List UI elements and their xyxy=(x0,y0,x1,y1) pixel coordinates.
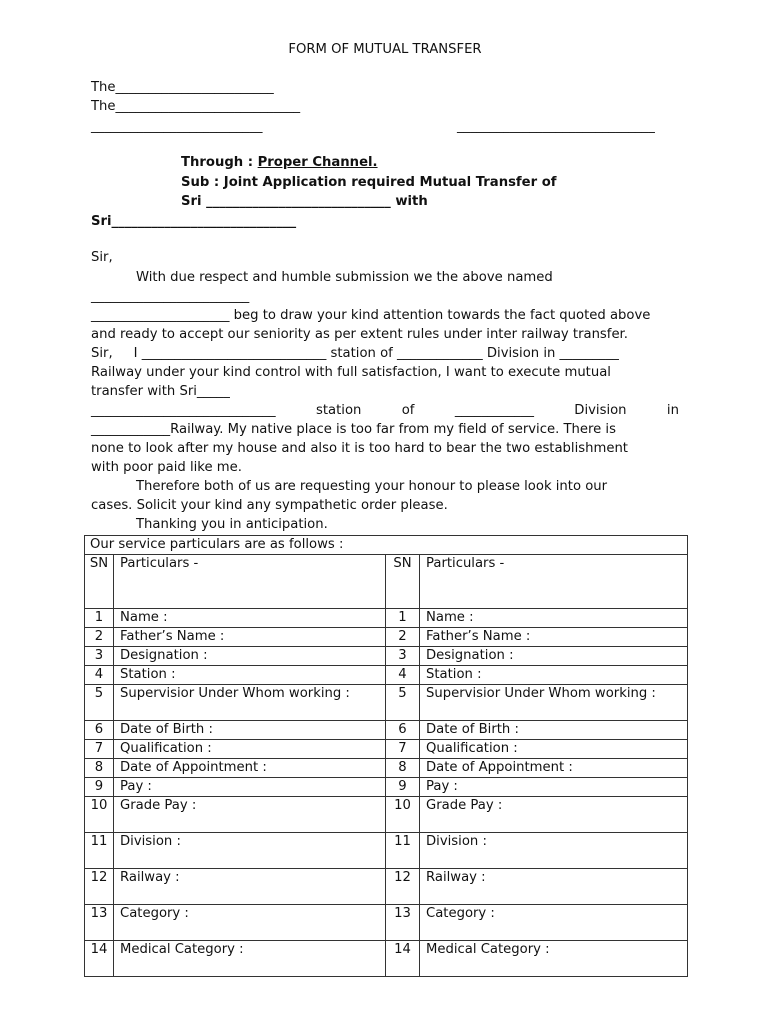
table-row xyxy=(85,609,688,628)
row-sn-right: 8 xyxy=(386,759,420,778)
row-label-left: Qualification : xyxy=(114,740,386,759)
table-row xyxy=(85,759,688,778)
row-label-right: Station : xyxy=(420,666,688,685)
header-sn-left: SN xyxy=(85,555,114,609)
body-p2-line-1: Therefore both of us are requesting your honour to please look into our xyxy=(136,479,608,494)
row-label-right: Grade Pay : xyxy=(420,797,688,833)
body-p3-line-1: Thanking you in anticipation. xyxy=(136,517,328,532)
row-label-left: Category : xyxy=(114,905,386,941)
row-label-right: Name : xyxy=(420,609,688,628)
row-sn-left: 7 xyxy=(85,740,114,759)
body-p1-line-6 xyxy=(91,363,679,382)
table-row xyxy=(85,685,688,721)
row-label-right: Category : xyxy=(420,905,688,941)
row-sn-right: 12 xyxy=(386,869,420,905)
row-label-left: Grade Pay : xyxy=(114,797,386,833)
row-label-left: Designation : xyxy=(114,647,386,666)
body-line-6-text: Railway under your kind control with full satisfaction, I want to execute mutual xyxy=(91,365,611,380)
body-p1-line-8 xyxy=(91,401,679,420)
row-sn-left: 12 xyxy=(85,869,114,905)
body-p1-line-7: transfer with Sri_____ xyxy=(91,384,230,399)
row-label-right: Date of Appointment : xyxy=(420,759,688,778)
body-line-8-part-2: station xyxy=(315,403,362,418)
row-sn-right: 1 xyxy=(386,609,420,628)
row-sn-left: 2 xyxy=(85,628,114,647)
row-sn-right: 11 xyxy=(386,833,420,869)
row-sn-left: 1 xyxy=(85,609,114,628)
row-sn-right: 14 xyxy=(386,941,420,977)
body-p1-line-5: Sir, I ____________________________ station of _____________ Division in _________ xyxy=(91,346,619,361)
table-caption: Our service particulars are as follows : xyxy=(85,536,688,555)
row-label-right: Railway : xyxy=(420,869,688,905)
subject-line-3: Sri____________________________ xyxy=(91,214,297,229)
address-line-1: The________________________ xyxy=(91,80,274,95)
body-p1-line-1: With due respect and humble submission we the above named xyxy=(136,270,553,285)
row-label-right: Pay : xyxy=(420,778,688,797)
row-sn-left: 4 xyxy=(85,666,114,685)
row-sn-left: 10 xyxy=(85,797,114,833)
row-label-right: Supervisior Under Whom working : xyxy=(420,685,688,721)
row-sn-left: 8 xyxy=(85,759,114,778)
row-label-left: Division : xyxy=(114,833,386,869)
row-sn-left: 11 xyxy=(85,833,114,869)
body-p1-line-4: and ready to accept our seniority as per extent rules under inter railway transfer. xyxy=(91,327,628,342)
body-line-8-part-5: Division xyxy=(574,403,627,418)
table-row xyxy=(85,905,688,941)
table-row xyxy=(85,941,688,977)
row-label-left: Railway : xyxy=(114,869,386,905)
row-sn-left: 13 xyxy=(85,905,114,941)
body-p1-line-10: none to look after my house and also it is too hard to bear the two establishment xyxy=(91,441,628,456)
through-value: Proper Channel. xyxy=(257,155,378,170)
row-sn-right: 9 xyxy=(386,778,420,797)
through-prefix: Through : xyxy=(181,155,258,170)
row-sn-right: 5 xyxy=(386,685,420,721)
salutation: Sir, xyxy=(91,250,113,265)
subject-line-1: Sub : Joint Application required Mutual Transfer of xyxy=(181,175,557,190)
row-label-left: Father’s Name : xyxy=(114,628,386,647)
row-label-right: Father’s Name : xyxy=(420,628,688,647)
row-sn-right: 3 xyxy=(386,647,420,666)
row-label-right: Division : xyxy=(420,833,688,869)
body-p1-line-9: ____________Railway. My native place is too far from my field of service. There is xyxy=(91,422,616,437)
table-row xyxy=(85,666,688,685)
body-line-8-part-3: of xyxy=(401,403,415,418)
row-sn-right: 6 xyxy=(386,721,420,740)
table-row xyxy=(85,647,688,666)
header-particulars-right: Particulars - xyxy=(420,555,688,609)
table-row xyxy=(85,869,688,905)
service-particulars-table xyxy=(84,535,688,977)
row-label-left: Supervisior Under Whom working : xyxy=(114,685,386,721)
table-row xyxy=(85,721,688,740)
body-p1-line-3: _____________________ beg to draw your kind attention towards the fact quoted above xyxy=(91,308,651,323)
subject-line-2: Sri ____________________________ with xyxy=(181,194,428,209)
row-sn-right: 10 xyxy=(386,797,420,833)
row-sn-left: 14 xyxy=(85,941,114,977)
table-row xyxy=(85,797,688,833)
table-row xyxy=(85,833,688,869)
body-line-8-part-4: ____________ xyxy=(454,403,534,418)
address-line-2: The____________________________ xyxy=(91,99,301,114)
row-sn-right: 4 xyxy=(386,666,420,685)
body-line-8-part-1: ____________________________ xyxy=(91,403,276,418)
row-sn-left: 6 xyxy=(85,721,114,740)
row-sn-left: 9 xyxy=(85,778,114,797)
table-row xyxy=(85,628,688,647)
row-label-left: Medical Category : xyxy=(114,941,386,977)
header-sn-right: SN xyxy=(386,555,420,609)
body-p1-line-11: with poor paid like me. xyxy=(91,460,242,475)
row-label-right: Medical Category : xyxy=(420,941,688,977)
row-sn-left: 5 xyxy=(85,685,114,721)
row-label-right: Designation : xyxy=(420,647,688,666)
row-sn-right: 2 xyxy=(386,628,420,647)
form-title: FORM OF MUTUAL TRANSFER xyxy=(288,42,482,57)
body-p2-line-2: cases. Solicit your kind any sympathetic order please. xyxy=(91,498,448,513)
table-row xyxy=(85,778,688,797)
body-p1-line-2: ________________________ xyxy=(91,289,250,304)
address-line-3-right: ______________________________ xyxy=(457,119,655,134)
row-label-left: Date of Birth : xyxy=(114,721,386,740)
row-sn-left: 3 xyxy=(85,647,114,666)
header-particulars-left: Particulars - xyxy=(114,555,386,609)
row-label-left: Date of Appointment : xyxy=(114,759,386,778)
table-header-row xyxy=(85,555,688,609)
address-line-3-left: __________________________ xyxy=(91,119,263,134)
row-label-right: Qualification : xyxy=(420,740,688,759)
row-label-right: Date of Birth : xyxy=(420,721,688,740)
row-sn-right: 13 xyxy=(386,905,420,941)
row-label-left: Name : xyxy=(114,609,386,628)
table-row xyxy=(85,740,688,759)
body-line-8-part-6: in xyxy=(666,403,679,418)
table-caption-row xyxy=(85,536,688,555)
through-line xyxy=(181,153,378,172)
row-sn-right: 7 xyxy=(386,740,420,759)
row-label-left: Station : xyxy=(114,666,386,685)
row-label-left: Pay : xyxy=(114,778,386,797)
